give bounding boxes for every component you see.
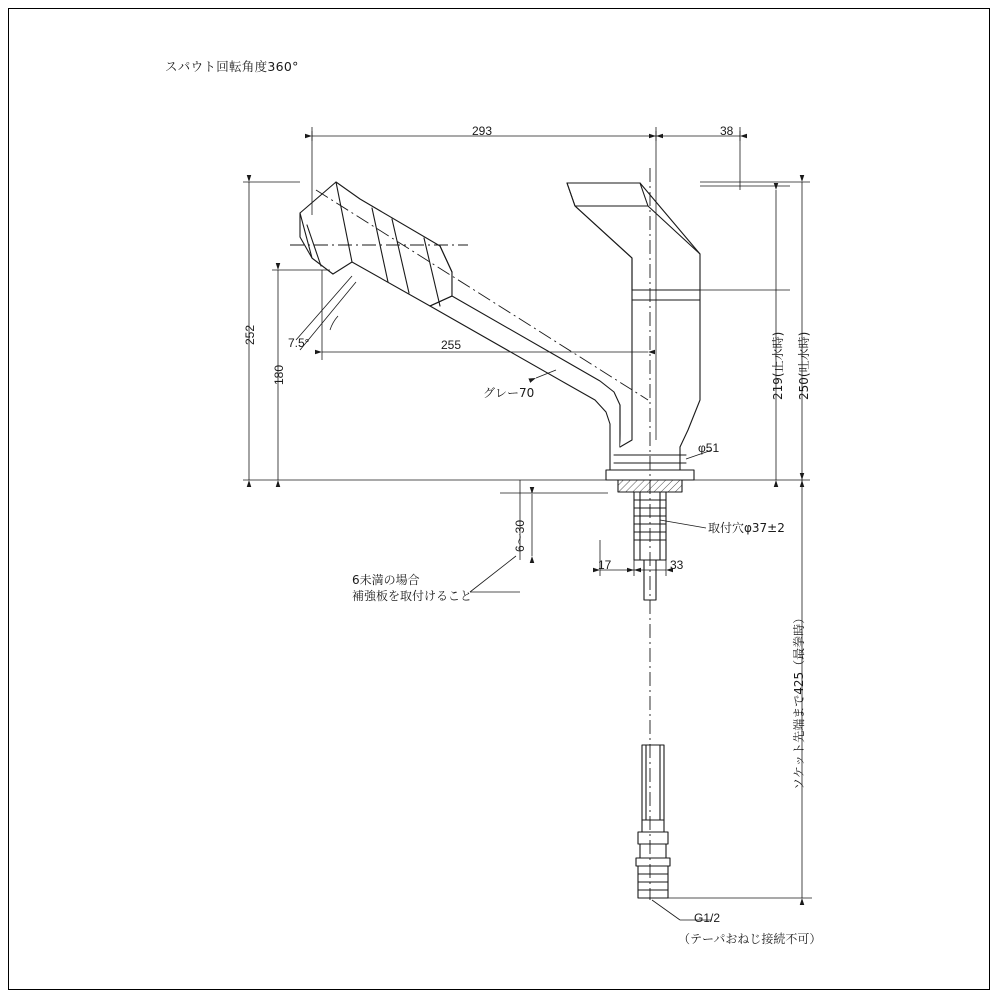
dim-deck-thickness: 6～30 bbox=[513, 519, 527, 552]
annotation-grey-part: グレー70 bbox=[483, 386, 535, 400]
dim-spout-angle: 7.5° bbox=[288, 336, 310, 350]
dim-body-diameter: φ51 bbox=[698, 441, 720, 455]
dim-spout-height-total: 252 bbox=[243, 324, 257, 345]
note-reinforce-line1: 6未満の場合 bbox=[352, 573, 420, 587]
dim-spout-height-lower: 180 bbox=[272, 364, 286, 385]
drawing-title: スパウト回転角度360° bbox=[165, 59, 299, 74]
dim-mounting-hole: 取付穴φ37±2 bbox=[708, 521, 785, 535]
dim-height-open: 250(吐水時) bbox=[797, 331, 811, 400]
note-reinforce-line2: 補強板を取付けること bbox=[352, 589, 473, 603]
dim-base-left: 17 bbox=[598, 558, 612, 572]
dim-top-right: 38 bbox=[720, 124, 734, 138]
dim-spout-reach: 255 bbox=[441, 338, 462, 352]
dim-height-closed: 219(止水時) bbox=[771, 331, 785, 400]
dim-hose-length: ソケット先端まで425（最拳時） bbox=[792, 611, 806, 790]
dim-base-right: 33 bbox=[670, 558, 684, 572]
dim-top-overall: 293 bbox=[472, 124, 493, 138]
note-thread: （テーパおねじ接続不可） bbox=[678, 932, 822, 946]
dim-thread: G1/2 bbox=[694, 911, 721, 925]
